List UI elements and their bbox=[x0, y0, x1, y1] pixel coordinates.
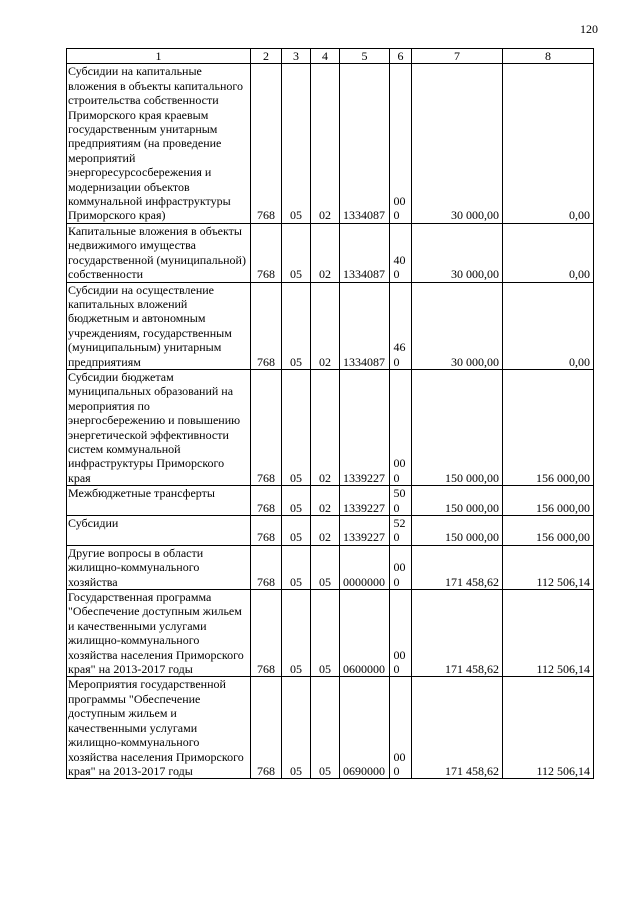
target-article-code-text: 1339227 bbox=[343, 530, 385, 545]
section-code: 05 bbox=[282, 486, 311, 516]
page-number: 120 bbox=[580, 22, 598, 36]
amount-column-8: 0,00 bbox=[503, 64, 594, 223]
table-row bbox=[67, 545, 594, 589]
amount-column-7: 30 000,00 bbox=[412, 282, 503, 369]
target-article-code bbox=[340, 369, 390, 485]
amount-column-7: 150 000,00 bbox=[412, 369, 503, 485]
ministry-code: 768 bbox=[251, 223, 282, 282]
amount-column-8: 0,00 bbox=[503, 223, 594, 282]
target-article-code bbox=[340, 223, 390, 282]
target-article-code-text: 0600000 bbox=[343, 662, 385, 677]
amount-column-7: 150 000,00 bbox=[412, 486, 503, 516]
ministry-code: 768 bbox=[251, 590, 282, 677]
expense-type-code bbox=[390, 486, 412, 516]
amount-column-7: 150 000,00 bbox=[412, 516, 503, 546]
ministry-code: 768 bbox=[251, 64, 282, 223]
expense-type-code-text: 460 bbox=[393, 340, 406, 369]
target-article-code-text: 1334087 bbox=[343, 208, 385, 223]
item-name: Другие вопросы в области жилищно-коммунального хозяйства bbox=[67, 545, 251, 589]
target-article-code-text: 1334087 bbox=[343, 267, 385, 282]
target-article-code-text: 0000000 bbox=[343, 574, 385, 589]
amount-column-8: 0,00 bbox=[503, 282, 594, 369]
column-header: 8 bbox=[503, 49, 594, 64]
item-name: Капитальные вложения в объекты недвижимого имущества государственной (муниципальной) собственности bbox=[67, 223, 251, 282]
amount-column-8: 156 000,00 bbox=[503, 516, 594, 546]
amount-column-7: 171 458,62 bbox=[412, 677, 503, 779]
table-row bbox=[67, 223, 594, 282]
subsection-code: 02 bbox=[311, 369, 340, 485]
expense-type-code-text: 000 bbox=[393, 194, 406, 223]
item-name: Субсидии на капитальные вложения в объекты капитального строительства собственности Приморского края краевым государственным унитарным предприятиям (на проведение мероприятий энергоресурсосбережения и модернизации объектов коммунальной инфраструктуры Приморского края) bbox=[67, 64, 251, 223]
ministry-code: 768 bbox=[251, 369, 282, 485]
target-article-code-text: 1334087 bbox=[343, 354, 385, 369]
ministry-code: 768 bbox=[251, 545, 282, 589]
target-article-code bbox=[340, 677, 390, 779]
subsection-code: 05 bbox=[311, 677, 340, 779]
amount-column-8: 156 000,00 bbox=[503, 369, 594, 485]
column-header: 4 bbox=[311, 49, 340, 64]
subsection-code: 02 bbox=[311, 282, 340, 369]
item-name: Субсидии на осуществление капитальных вложений бюджетным и автономным учреждениям, государственным (муниципальным) унитарным предприятиям bbox=[67, 282, 251, 369]
subsection-code: 02 bbox=[311, 223, 340, 282]
amount-column-7: 171 458,62 bbox=[412, 545, 503, 589]
target-article-code bbox=[340, 282, 390, 369]
expense-type-code bbox=[390, 282, 412, 369]
amount-column-7: 30 000,00 bbox=[412, 64, 503, 223]
table-row bbox=[67, 486, 594, 516]
target-article-code bbox=[340, 64, 390, 223]
column-header: 7 bbox=[412, 49, 503, 64]
ministry-code: 768 bbox=[251, 516, 282, 546]
column-header: 2 bbox=[251, 49, 282, 64]
section-code: 05 bbox=[282, 223, 311, 282]
amount-column-7: 30 000,00 bbox=[412, 223, 503, 282]
ministry-code: 768 bbox=[251, 677, 282, 779]
target-article-code bbox=[340, 590, 390, 677]
table-row bbox=[67, 282, 594, 369]
expense-type-code bbox=[390, 677, 412, 779]
section-code: 05 bbox=[282, 282, 311, 369]
amount-column-7: 171 458,62 bbox=[412, 590, 503, 677]
table-row bbox=[67, 516, 594, 546]
section-code: 05 bbox=[282, 369, 311, 485]
subsection-code: 02 bbox=[311, 64, 340, 223]
item-name: Межбюджетные трансферты bbox=[67, 486, 251, 516]
table-row bbox=[67, 677, 594, 779]
subsection-code: 05 bbox=[311, 590, 340, 677]
amount-column-8: 112 506,14 bbox=[503, 677, 594, 779]
column-header: 3 bbox=[282, 49, 311, 64]
column-header: 1 bbox=[67, 49, 251, 64]
expense-type-code-text: 000 bbox=[393, 647, 406, 677]
expense-type-code-text: 520 bbox=[393, 516, 406, 545]
target-article-code-text: 0690000 bbox=[343, 763, 385, 778]
target-article-code-text: 1339227 bbox=[343, 500, 385, 515]
subsection-code: 05 bbox=[311, 545, 340, 589]
expense-type-code bbox=[390, 516, 412, 546]
table-row bbox=[67, 590, 594, 677]
section-code: 05 bbox=[282, 516, 311, 546]
expense-type-code bbox=[390, 223, 412, 282]
amount-column-8: 112 506,14 bbox=[503, 590, 594, 677]
column-header: 6 bbox=[390, 49, 412, 64]
ministry-code: 768 bbox=[251, 486, 282, 516]
table-row bbox=[67, 64, 594, 223]
section-code: 05 bbox=[282, 64, 311, 223]
amount-column-8: 112 506,14 bbox=[503, 545, 594, 589]
item-name: Субсидии bbox=[67, 516, 251, 546]
expense-type-code bbox=[390, 369, 412, 485]
target-article-code bbox=[340, 486, 390, 516]
item-name: Мероприятия государственной программы "Обеспечение доступным жильем и качественными услугами жилищно-коммунального хозяйства населения Приморского края" на 2013-2017 годы bbox=[67, 677, 251, 779]
budget-table bbox=[66, 48, 594, 779]
section-code: 05 bbox=[282, 545, 311, 589]
expense-type-code bbox=[390, 64, 412, 223]
subsection-code: 02 bbox=[311, 486, 340, 516]
header-row bbox=[67, 49, 594, 64]
target-article-code-text: 1339227 bbox=[343, 470, 385, 485]
expense-type-code bbox=[390, 590, 412, 677]
item-name: Государственная программа "Обеспечение доступным жильем и качественными услугами жилищно-коммунального хозяйства населения Приморского края" на 2013-2017 годы bbox=[67, 590, 251, 677]
expense-type-code-text: 000 bbox=[393, 456, 406, 485]
column-header: 5 bbox=[340, 49, 390, 64]
table-row bbox=[67, 369, 594, 485]
target-article-code bbox=[340, 545, 390, 589]
section-code: 05 bbox=[282, 677, 311, 779]
expense-type-code-text: 500 bbox=[393, 486, 406, 515]
item-name: Субсидии бюджетам муниципальных образований на мероприятия по энергосбережению и повышению энергетической эффективности систем коммунальной инфраструктуры Приморского края bbox=[67, 369, 251, 485]
expense-type-code-text: 000 bbox=[393, 560, 406, 589]
section-code: 05 bbox=[282, 590, 311, 677]
expense-type-code-text: 400 bbox=[393, 252, 406, 282]
amount-column-8: 156 000,00 bbox=[503, 486, 594, 516]
expense-type-code bbox=[390, 545, 412, 589]
subsection-code: 02 bbox=[311, 516, 340, 546]
expense-type-code-text: 000 bbox=[393, 749, 406, 778]
target-article-code bbox=[340, 516, 390, 546]
ministry-code: 768 bbox=[251, 282, 282, 369]
